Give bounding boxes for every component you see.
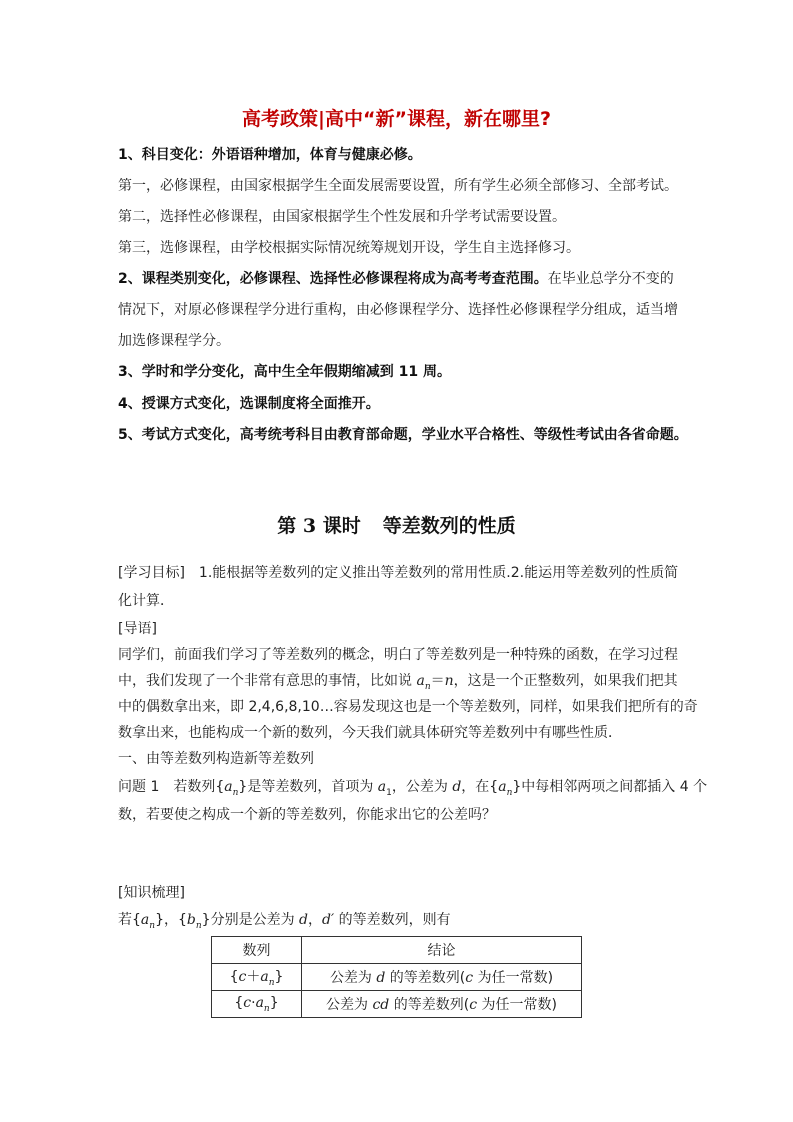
intro-line2-text: 中，我们发现了一个非常有意思的事情，比如说 <box>118 673 417 689</box>
kb-text-c: }分别是公差为 <box>201 912 300 928</box>
lesson-number: 第 3 课时 <box>277 515 361 537</box>
q1-text-a: 问题 1 若数列{ <box>118 779 225 795</box>
table-row <box>212 964 582 991</box>
policy-item-1: 1、科目变化：外语语种增加，体育与健康必修。 <box>118 147 422 163</box>
lesson-title <box>0 513 793 539</box>
var-d-prime: d′ <box>322 912 335 928</box>
policy-item-2-line3: 加选修课程学分。 <box>118 333 230 349</box>
q1-text-f: }中每相邻两项之间都插入 4 个 <box>512 779 708 795</box>
equals-sign: ＝ <box>430 673 445 689</box>
var-d: d <box>299 912 308 928</box>
kb-text-d: ， <box>308 912 322 928</box>
var-n-sub: n <box>232 787 239 798</box>
column-header-conclusion: 结论 <box>302 937 582 964</box>
table-header-row <box>212 937 582 964</box>
q1-text-c: ，公差为 <box>391 779 453 795</box>
column-header-sequence: 数列 <box>212 937 302 964</box>
var-b: b <box>186 912 196 928</box>
table-row <box>212 991 582 1018</box>
question-1-line2: 数，若要使之构成一个新的等差数列，你能求出它的公差吗？ <box>118 807 496 823</box>
intro-heading: [导语] <box>118 621 157 637</box>
var-n-sub: n <box>149 920 156 931</box>
var-c: c <box>465 970 474 986</box>
kb-text-b: }，{ <box>155 912 187 928</box>
intro-line3: 中的偶数拿出来，即 2,4,6,8,10…容易发现这也是一个等差数列，同样，如果我们把所有的奇 <box>118 699 698 715</box>
var-a: a <box>224 779 233 795</box>
policy-item-2-line2: 情况下，对原必修课程学分进行重构，由必修课程学分、选择性必修课程学分组成，适当增 <box>118 302 678 318</box>
var-c: c <box>238 969 247 986</box>
var-n-sub: n <box>195 920 202 931</box>
var-d: d <box>452 779 462 795</box>
var-a: a <box>255 994 264 1011</box>
lesson-topic: 等差数列的性质 <box>382 515 516 537</box>
table-cell-sequence: $\{c\cdot a_n\}$ <box>212 991 302 1018</box>
section-heading-1: 一、由等差数列构造新等差数列 <box>118 751 314 767</box>
var-d: d <box>376 970 386 986</box>
table-cell-sequence: $\{c+a_n\}$ <box>212 964 302 991</box>
intro-line4: 数拿出来，也能构成一个新的数列，今天我们就具体研究等差数列中有哪些性质． <box>118 725 622 741</box>
policy-item-4: 4、授课方式变化，选课制度将全面推开。 <box>118 396 380 412</box>
policy-item-2-bold: 2、课程类别变化，必修课程、选择性必修课程将成为高考考查范围。 <box>118 271 548 287</box>
sub-1: 1 <box>386 787 392 798</box>
table-cell-conclusion: 公差为 d 的等差数列(c 为任一常数) <box>302 964 582 991</box>
policy-item-5: 5、考试方式变化，高考统考科目由教育部命题，学业水平合格性、等级性考试由各省命题。 <box>118 427 688 443</box>
learning-goals-line1: [学习目标] 1.能根据等差数列的定义推出等差数列的常用性质.2.能运用等差数列的性质简 <box>118 565 679 581</box>
var-a: a <box>498 779 507 795</box>
policy-para-elective-required: 第二，选择性必修课程，由国家根据学生个性发展和升学考试需要设置。 <box>118 209 566 225</box>
intro-line1: 同学们，前面我们学习了等差数列的概念，明白了等差数列是一种特殊的函数，在学习过程 <box>118 647 678 663</box>
var-a: a <box>140 912 150 928</box>
var-n-sub: n <box>424 681 431 692</box>
var-cd: cd <box>372 997 390 1013</box>
var-n: n <box>444 673 454 689</box>
var-n-sub: n <box>506 787 513 798</box>
var-a1: a <box>377 779 387 795</box>
question-1-line1 <box>118 777 707 803</box>
kb-text-a: 若{ <box>118 912 141 928</box>
intro-line2-rest: ，这是一个正整数列，如果我们把其 <box>453 673 678 689</box>
intro-line2 <box>118 671 678 697</box>
q1-text-b: }是等差数列，首项为 <box>238 779 378 795</box>
kb-text-e: 的等差数列，则有 <box>334 912 451 928</box>
policy-item-2 <box>118 269 674 289</box>
knowledge-heading: [知识梳理] <box>118 885 185 901</box>
policy-para-elective: 第三，选修课程，由学校根据实际情况统筹规划开设，学生自主选择修习。 <box>118 240 580 256</box>
learning-goals-line2: 化计算． <box>118 593 174 609</box>
policy-item-3: 3、学时和学分变化，高中生全年假期缩减到 11 周。 <box>118 364 451 380</box>
knowledge-intro <box>118 910 451 936</box>
policy-item-2-rest: 在毕业总学分不变的 <box>547 271 674 287</box>
table-cell-conclusion: 公差为 cd 的等差数列(c 为任一常数) <box>302 991 582 1018</box>
var-c: c <box>469 997 478 1013</box>
properties-table <box>211 936 582 1018</box>
var-a: a <box>260 969 269 986</box>
policy-para-required: 第一，必修课程，由国家根据学生全面发展需要设置，所有学生必须全部修习、全部考试。 <box>118 178 678 194</box>
q1-text-e: ，在{ <box>461 779 499 795</box>
var-c: c <box>243 994 252 1011</box>
var-a: a <box>416 673 425 689</box>
policy-title: 高考政策|高中“新”课程，新在哪里? <box>242 108 551 130</box>
